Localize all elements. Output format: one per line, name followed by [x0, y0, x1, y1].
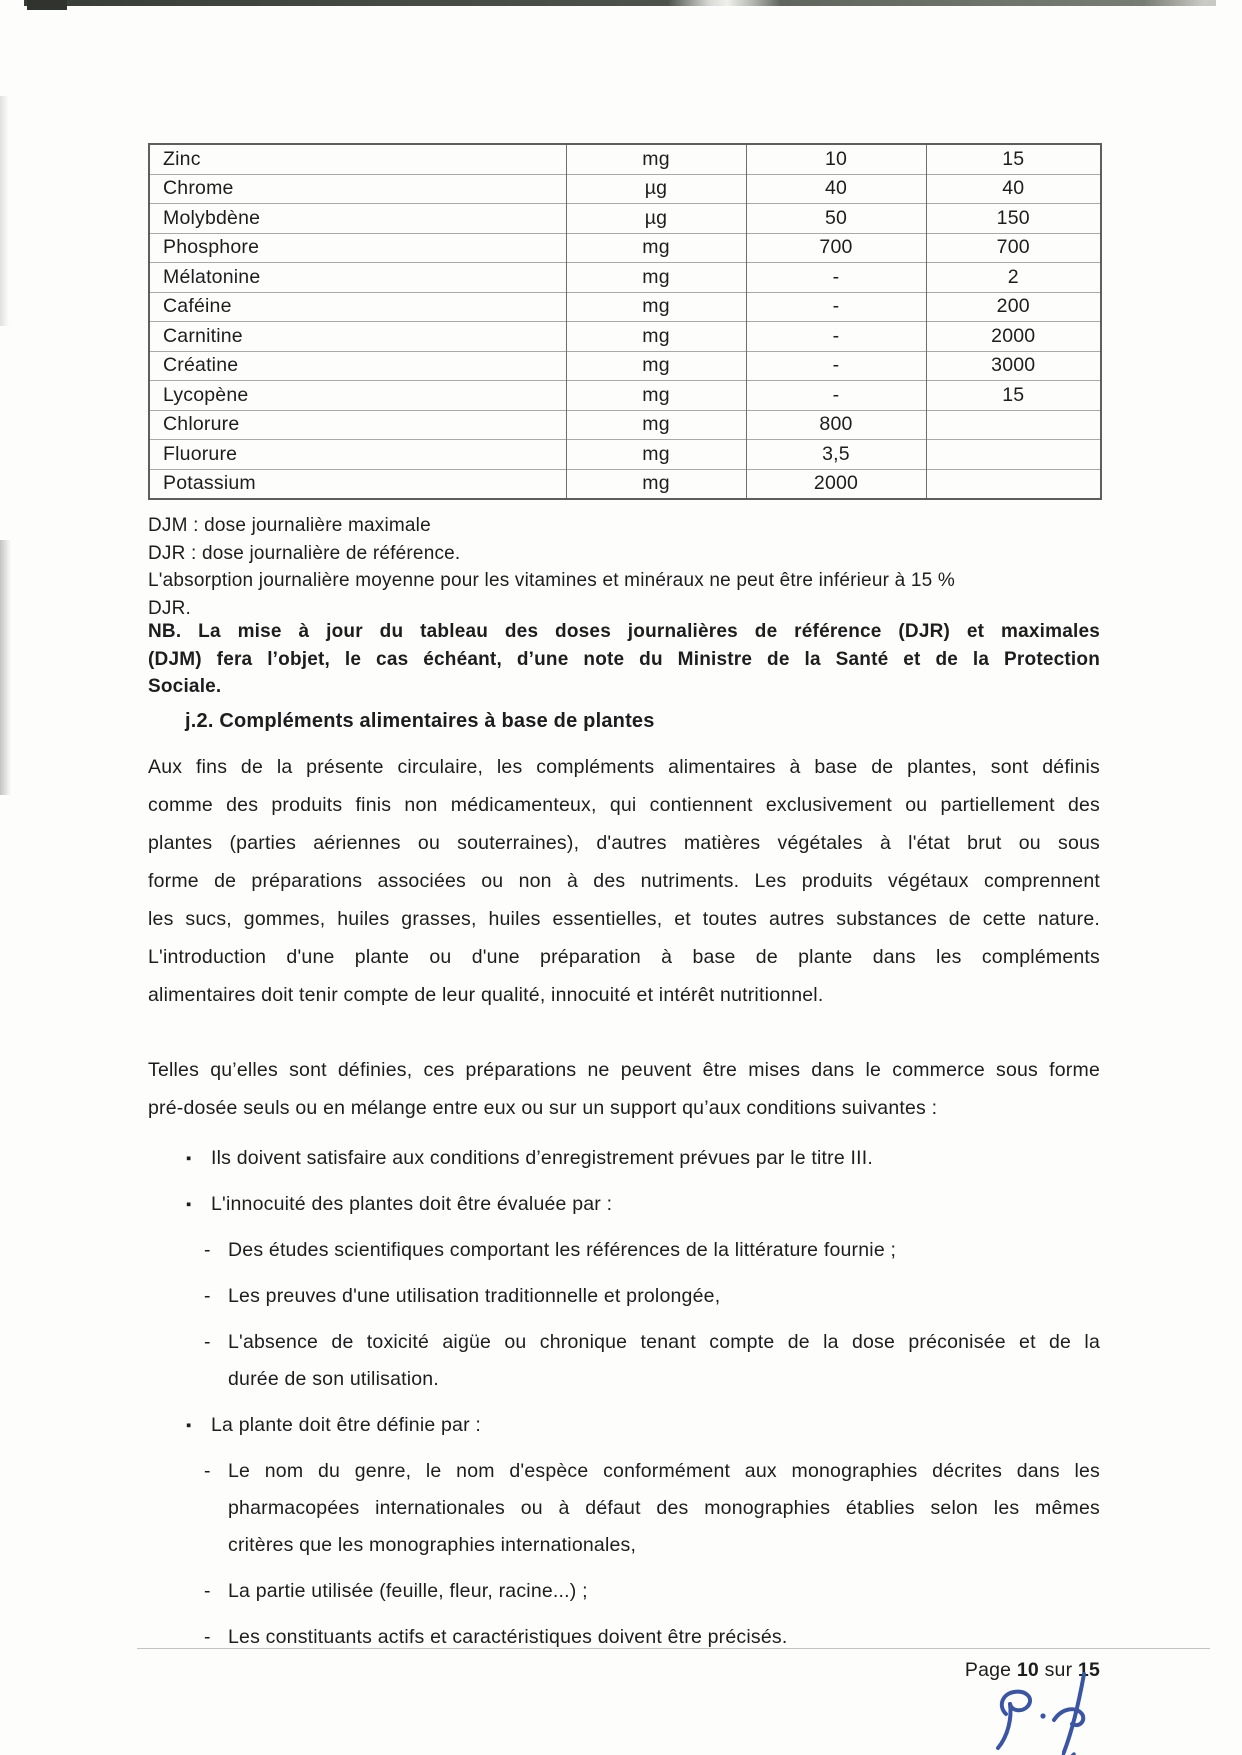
table-cell-djm: 200: [926, 292, 1101, 322]
table-cell-djm: 3000: [926, 351, 1101, 381]
table-cell-substance: Zinc: [149, 144, 566, 174]
footer-separator-word: sur: [1044, 1659, 1073, 1681]
table-cell-unit: mg: [566, 292, 746, 322]
table-cell-djr: 50: [746, 204, 926, 234]
table-cell-djr: -: [746, 263, 926, 293]
square-bullet-marker: ▪: [186, 1150, 192, 1167]
footer-page-word: Page: [964, 1659, 1012, 1681]
table-cell-djr: 40: [746, 174, 926, 204]
list-item-line: pharmacopées internationales ou à défaut des monographies établies selon les mêmes: [228, 1497, 1100, 1519]
table-row: [149, 351, 1101, 381]
legend-line: DJR.: [148, 597, 192, 619]
table-cell-djm: 150: [926, 204, 1101, 234]
table-cell-substance: Caféine: [149, 292, 566, 322]
table-cell-unit: µg: [566, 204, 746, 234]
table-cell-substance: Phosphore: [149, 233, 566, 263]
table-cell-substance: Lycopène: [149, 381, 566, 411]
table-row: [149, 233, 1101, 263]
table-row: [149, 381, 1101, 411]
paragraph-line: Aux fins de la présente circulaire, les compléments alimentaires à base de plantes, sont définis: [148, 756, 1100, 778]
legend-line: DJM : dose journalière maximale: [148, 515, 431, 536]
table-cell-unit: mg: [566, 144, 746, 174]
dash-item: [148, 1278, 1100, 1315]
table-cell-unit: mg: [566, 263, 746, 293]
section-heading: j.2. Compléments alimentaires à base de plantes: [185, 710, 655, 732]
list-item-line: L'innocuité des plantes doit être évaluée par :: [211, 1193, 613, 1215]
paragraph-line: les sucs, gommes, huiles grasses, huiles essentielles, et toutes autres substances de cette nature.: [148, 908, 1100, 930]
table-cell-djr: -: [746, 351, 926, 381]
table-row: [149, 440, 1101, 470]
footer-page-total: 15: [1077, 1659, 1100, 1681]
table-cell-djm: [926, 440, 1101, 470]
list-item-text: [228, 1324, 1100, 1398]
table-cell-djr: 10: [746, 144, 926, 174]
footer-rule: [137, 1648, 1210, 1649]
paragraph-line: comme des produits finis non médicamenteux, qui contiennent exclusivement ou partiellement des: [148, 794, 1100, 816]
table-row: [149, 263, 1101, 293]
table-cell-djr: 2000: [746, 469, 926, 499]
legend-line: L'absorption journalière moyenne pour les vitamines et minéraux ne peut être inférieur à 15 %: [148, 570, 955, 591]
square-bullet-marker: ▪: [186, 1196, 192, 1213]
legend-line: DJR : dose journalière de référence.: [148, 542, 461, 564]
list-item-line: critères que les monographies internationales,: [228, 1534, 637, 1556]
table-cell-substance: Créatine: [149, 351, 566, 381]
table-cell-unit: mg: [566, 440, 746, 470]
list-item-text: [228, 1453, 1100, 1564]
table-cell-substance: Chrome: [149, 174, 566, 204]
dash-item: [148, 1453, 1100, 1564]
list-item-text: [211, 1140, 1100, 1177]
dash-marker: -: [204, 1239, 211, 1261]
list-item-text: [211, 1186, 1100, 1223]
scan-top-strip-dark-tab: [27, 0, 67, 10]
dash-item: [148, 1232, 1100, 1269]
list-item-line: Le nom du genre, le nom d'espèce conformément aux monographies décrites dans les: [228, 1460, 1100, 1482]
paragraph-line: L'introduction d'une plante ou d'une préparation à base de plante dans les compléments: [148, 946, 1100, 968]
nb-note: [148, 618, 1100, 701]
table-cell-djm: 2000: [926, 322, 1101, 352]
dash-marker: -: [204, 1331, 211, 1353]
body-paragraphs: [148, 748, 1100, 1164]
list-item-line: Les preuves d'une utilisation traditionnelle et prolongée,: [228, 1285, 721, 1307]
table-cell-djr: -: [746, 292, 926, 322]
table-cell-djm: 2: [926, 263, 1101, 293]
table-cell-unit: mg: [566, 233, 746, 263]
nb-line: Sociale.: [148, 676, 222, 697]
list-item-text: [228, 1232, 1100, 1269]
dash-marker: -: [204, 1580, 211, 1602]
table-cell-djm: [926, 410, 1101, 440]
paragraph-line: pré-dosée seuls ou en mélange entre eux ou sur un support qu’aux conditions suivantes :: [148, 1097, 938, 1119]
table-cell-djr: -: [746, 322, 926, 352]
scan-left-smudge: [0, 96, 9, 326]
table-cell-unit: mg: [566, 351, 746, 381]
table-row: [149, 410, 1101, 440]
paragraph-line: forme de préparations associées ou non à des nutriments. Les produits végétaux comprennent: [148, 870, 1100, 892]
legend-block: [148, 512, 1100, 622]
list-item-line: Les constituants actifs et caractéristiques doivent être précisés.: [228, 1626, 788, 1648]
table-cell-substance: Fluorure: [149, 440, 566, 470]
table-cell-djr: 700: [746, 233, 926, 263]
paragraph: [148, 1051, 1100, 1127]
list-item-text: [211, 1407, 1100, 1444]
list-item-text: [228, 1619, 1100, 1656]
table-cell-substance: Chlorure: [149, 410, 566, 440]
table-cell-djm: 40: [926, 174, 1101, 204]
scan-left-smudge: [0, 540, 11, 795]
list-item-line: Des études scientifiques comportant les références de la littérature fournie ;: [228, 1239, 897, 1261]
dosage-table-body: [149, 144, 1101, 499]
dash-item: [148, 1573, 1100, 1610]
table-cell-djr: 3,5: [746, 440, 926, 470]
table-cell-djm: 15: [926, 381, 1101, 411]
nb-line: NB. La mise à jour du tableau des doses journalières de référence (DJR) et maximales: [148, 621, 1100, 642]
paragraph-line: alimentaires doit tenir compte de leur qualité, innocuité et intérêt nutritionnel.: [148, 984, 824, 1006]
table-cell-djm: 15: [926, 144, 1101, 174]
dash-item: [148, 1619, 1100, 1656]
list-item-line: durée de son utilisation.: [228, 1368, 439, 1390]
list-item-text: [228, 1278, 1100, 1315]
dash-marker: -: [204, 1285, 211, 1307]
table-cell-djm: 700: [926, 233, 1101, 263]
table-cell-substance: Mélatonine: [149, 263, 566, 293]
paragraph-line: plantes (parties aériennes ou souterraines), d'autres matières végétales à l'état brut ou sous: [148, 832, 1100, 854]
list-item-line: L'absence de toxicité aigüe ou chronique tenant compte de la dose préconisée et de la: [228, 1331, 1100, 1353]
table-cell-djr: -: [746, 381, 926, 411]
table-cell-unit: mg: [566, 381, 746, 411]
table-cell-unit: mg: [566, 410, 746, 440]
list-item-line: La plante doit être définie par :: [211, 1414, 482, 1436]
table-row: [149, 204, 1101, 234]
paragraph: [148, 748, 1100, 1014]
dash-item: [148, 1324, 1100, 1398]
table-cell-substance: Molybdène: [149, 204, 566, 234]
table-cell-unit: µg: [566, 174, 746, 204]
paragraph-line: Telles qu’elles sont définies, ces préparations ne peuvent être mises dans le commerce sous forme: [148, 1059, 1100, 1081]
list-item-text: [228, 1573, 1100, 1610]
list-item-line: Ils doivent satisfaire aux conditions d’enregistrement prévues par le titre III.: [211, 1147, 873, 1169]
signature-ink: [988, 1670, 1128, 1755]
square-bullet-marker: ▪: [186, 1417, 192, 1434]
table-cell-djr: 800: [746, 410, 926, 440]
table-cell-djm: [926, 469, 1101, 499]
table-row: [149, 469, 1101, 499]
table-row: [149, 322, 1101, 352]
table-cell-unit: mg: [566, 322, 746, 352]
table-row: [149, 144, 1101, 174]
table-cell-unit: mg: [566, 469, 746, 499]
dash-marker: -: [204, 1460, 211, 1482]
bullet-item: [148, 1186, 1100, 1223]
dash-marker: -: [204, 1626, 211, 1648]
table-cell-substance: Potassium: [149, 469, 566, 499]
page-footer: [148, 1659, 1100, 1682]
nb-line: (DJM) fera l’objet, le cas échéant, d’une note du Ministre de la Santé et de la Protection: [148, 648, 1100, 670]
conditions-list: [148, 1140, 1100, 1665]
list-item-line: La partie utilisée (feuille, fleur, racine...) ;: [228, 1580, 588, 1602]
scan-top-strip: [24, 0, 1216, 6]
table-cell-substance: Carnitine: [149, 322, 566, 352]
bullet-item: [148, 1140, 1100, 1177]
bullet-item: [148, 1407, 1100, 1444]
table-row: [149, 174, 1101, 204]
dosage-table: [148, 143, 1102, 500]
footer-page-number: 10: [1016, 1659, 1039, 1681]
table-row: [149, 292, 1101, 322]
